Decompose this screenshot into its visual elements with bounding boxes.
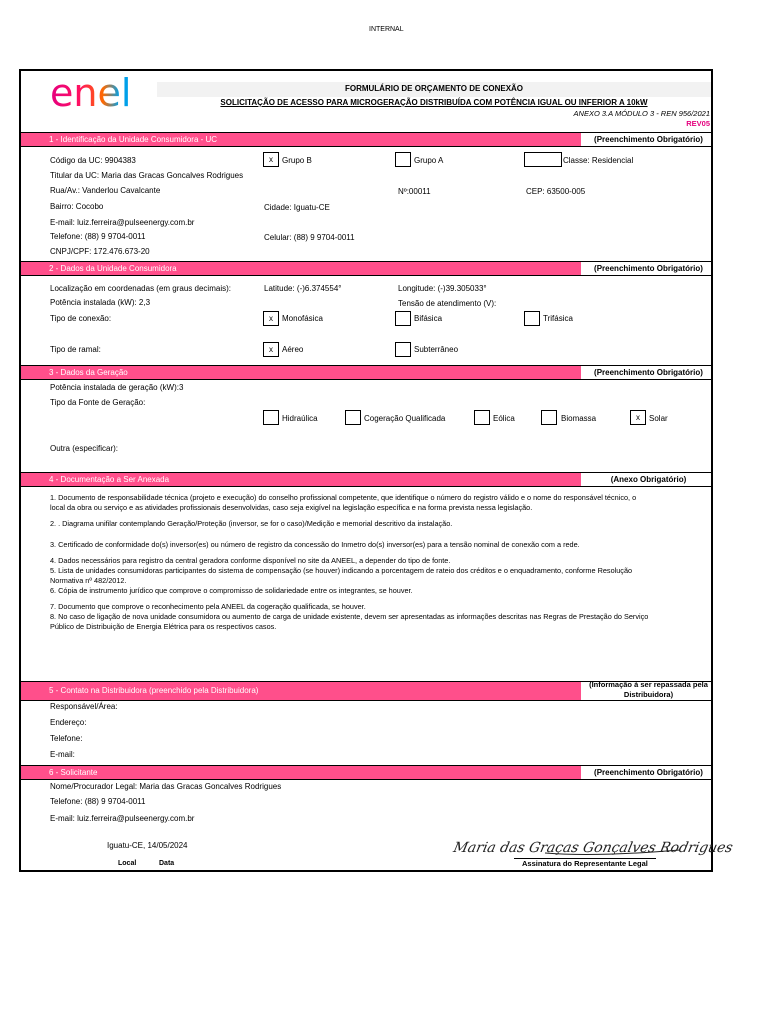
- trifasica-checkbox[interactable]: [524, 311, 540, 326]
- potencia-instalada: Potência instalada (kW): 2,3: [50, 298, 151, 307]
- solicitante-telefone: Telefone: (88) 9 9704-0011: [50, 797, 146, 806]
- grupo-b-label: Grupo B: [282, 156, 312, 165]
- section-3-title: 3 - Dados da Geração: [49, 368, 128, 377]
- doc-line: 2. . Diagrama unifilar contemplando Geração/Proteção (inversor, se for o caso)/Medição e memorial descritivo da instalação.: [50, 519, 453, 528]
- cogeracao-label: Cogeração Qualificada: [364, 414, 446, 423]
- doc-line: 3. Certificado de conformidade do(s) inversor(es) ou número de registro da concessão do Inmetro do(s) inversor(es) para a tensão nominal de conexão com a rede.: [50, 540, 580, 549]
- solicitante-email: E-mail: luiz.ferreira@pulseenergy.com.br: [50, 814, 195, 823]
- contato-email-label: E-mail:: [50, 750, 75, 759]
- cogeracao-checkbox[interactable]: [345, 410, 361, 425]
- solar-label: Solar: [649, 414, 668, 423]
- classe-box[interactable]: [524, 152, 562, 167]
- trifasica-label: Trifásica: [543, 314, 573, 323]
- hidraulica-checkbox[interactable]: [263, 410, 279, 425]
- local-label: Local: [118, 860, 137, 867]
- biomassa-checkbox[interactable]: [541, 410, 557, 425]
- section-5-note-2: Distribuidora): [623, 690, 674, 699]
- form-title: FORMULÁRIO DE ORÇAMENTO DE CONEXÃO: [344, 84, 524, 93]
- annex-label: ANEXO 3.A MÓDULO 3 - REN 956/2021: [573, 109, 710, 118]
- doc-line: 6. Cópia de instrumento jurídico que comprove o compromisso de solidariedade entre os integrantes, se houver.: [50, 586, 413, 595]
- subterraneo-label: Subterrâneo: [414, 345, 459, 354]
- doc-line: 5. Lista de unidades consumidoras participantes do sistema de compensação (se houver) indicando a porcentagem de rateio dos créditos e o enquadramento, conforme Resolução: [50, 566, 633, 575]
- section-2-note: (Preenchimento Obrigatório): [594, 264, 703, 273]
- doc-line: 7. Documento que comprove o reconhecimento pela ANEEL da cogeração qualificada, se houver.: [50, 602, 366, 611]
- solicitante-nome: Nome/Procurador Legal: Maria das Gracas Goncalves Rodrigues: [50, 782, 282, 791]
- grupo-a-checkbox[interactable]: [395, 152, 411, 167]
- doc-line: Público de Distribuição de Energia Elétrica para os respectivos casos.: [50, 622, 277, 631]
- section-6-title: 6 - Solicitante: [49, 768, 98, 777]
- section-6-header: [21, 765, 711, 780]
- section-4-note: (Anexo Obrigatório): [610, 475, 687, 484]
- eolica-checkbox[interactable]: [474, 410, 490, 425]
- internal-label: INTERNAL: [369, 26, 404, 33]
- documentation-list: [50, 493, 705, 632]
- numero: Nº:00011: [398, 187, 431, 196]
- aereo-checkbox[interactable]: x: [263, 342, 279, 357]
- contato-telefone-label: Telefone:: [50, 734, 83, 743]
- section-6-note: (Preenchimento Obrigatório): [594, 768, 703, 777]
- outra-label: Outra (especificar):: [50, 444, 119, 453]
- cidade: Cidade: Iguatu-CE: [264, 203, 330, 212]
- titular: Titular da UC: Maria das Gracas Goncalves Rodrigues: [50, 171, 244, 180]
- responsavel-label: Responsável/Área:: [50, 702, 118, 711]
- tipo-conexao-label: Tipo de conexão:: [50, 314, 112, 323]
- signature-text: Maria das Graças Gonçalves Rodrigues: [451, 840, 735, 856]
- section-4-header: [21, 472, 711, 487]
- rua: Rua/Av.: Vanderlou Cavalcante: [50, 186, 161, 195]
- local-data-value: Iguatu-CE, 14/05/2024: [107, 841, 188, 850]
- section-4-title: 4 - Documentação a Ser Anexada: [49, 475, 170, 484]
- solar-checkbox[interactable]: x: [630, 410, 646, 425]
- section-1-title: 1 - Identificação da Unidade Consumidora - UC: [49, 135, 218, 144]
- section-5-title: 5 - Contato na Distribuidora (preenchido pela Distribuidora): [49, 686, 259, 695]
- section-3-header: [21, 365, 711, 380]
- endereco-label: Endereço:: [50, 718, 87, 727]
- monofasica-checkbox[interactable]: x: [263, 311, 279, 326]
- celular: Celular: (88) 9 9704-0011: [264, 233, 355, 242]
- tipo-fonte-label: Tipo da Fonte de Geração:: [50, 398, 146, 407]
- bifasica-label: Bifásica: [414, 314, 443, 323]
- cnpj: CNPJ/CPF: 172.476.673-20: [50, 247, 150, 256]
- email: E-mail: luiz.ferreira@pulseenergy.com.br: [50, 218, 195, 227]
- assinatura-label: Assinatura do Representante Legal: [522, 859, 648, 868]
- doc-line: 4. Dados necessários para registro da central geradora conforme disponível no site da ANEEL, a depender do tipo de fonte.: [50, 556, 451, 565]
- logo-text: enel: [50, 71, 132, 115]
- tipo-ramal-label: Tipo de ramal:: [50, 345, 101, 354]
- section-5-note-1: (Informação à ser repassada pela: [589, 680, 708, 689]
- hidraulica-label: Hidraúlica: [282, 414, 318, 423]
- grupo-a-label: Grupo A: [414, 156, 444, 165]
- localizacao-label: Localização em coordenadas (em graus decimais):: [50, 284, 231, 293]
- form-subtitle: SOLICITAÇÃO DE ACESSO PARA MICROGERAÇÃO DISTRIBUÍDA COM POTÊNCIA IGUAL OU INFERIOR A 10kW: [220, 98, 648, 107]
- monofasica-label: Monofásica: [282, 314, 323, 323]
- section-2-header: [21, 261, 711, 276]
- uc-code: Código da UC: 9904383: [50, 156, 136, 165]
- bairro: Bairro: Cocobo: [50, 202, 104, 211]
- grupo-b-checkbox[interactable]: x: [263, 152, 279, 167]
- aereo-label: Aéreo: [282, 345, 304, 354]
- doc-line: 8. No caso de ligação de nova unidade consumidora ou aumento de carga de unidade existente, devem ser apresentadas as informações descritas nas Regras de Prestação do Serviço: [50, 612, 649, 621]
- classe-label: Classe: Residencial: [563, 156, 634, 165]
- subterraneo-checkbox[interactable]: [395, 342, 411, 357]
- telefone: Telefone: (88) 9 9704-0011: [50, 232, 146, 241]
- cep: CEP: 63500-005: [526, 187, 586, 196]
- biomassa-label: Biomassa: [561, 414, 597, 423]
- section-2-title: 2 - Dados da Unidade Consumidora: [49, 264, 177, 273]
- enel-logo: [50, 71, 145, 115]
- data-label: Data: [159, 860, 175, 867]
- eolica-label: Eólica: [493, 414, 515, 423]
- longitude: Longitude: (-)39.305033°: [398, 284, 487, 293]
- tensao-atendimento: Tensão de atendimento (V):: [398, 299, 497, 308]
- potencia-geracao: Potência instalada de geração (kW):3: [50, 383, 184, 392]
- bifasica-checkbox[interactable]: [395, 311, 411, 326]
- rev-label: REV05: [686, 119, 710, 128]
- doc-line: 1. Documento de responsabilidade técnica (projeto e execução) do conselho profissional competente, que identifique o número do registro válido e o nome do responsável técnico, o: [50, 493, 637, 502]
- section-1-header: [21, 132, 711, 147]
- doc-line: local da obra ou serviço e as atividades profissionais desenvolvidas, caso seja exigível na legislação específica e na forma prevista nessa legislação.: [50, 503, 533, 512]
- latitude: Latitude: (-)6.374554°: [264, 284, 342, 293]
- section-3-note: (Preenchimento Obrigatório): [594, 368, 703, 377]
- section-5-header: [21, 681, 711, 701]
- doc-line: Normativa nº 482/2012.: [50, 576, 127, 585]
- section-1-note: (Preenchimento Obrigatório): [594, 135, 703, 144]
